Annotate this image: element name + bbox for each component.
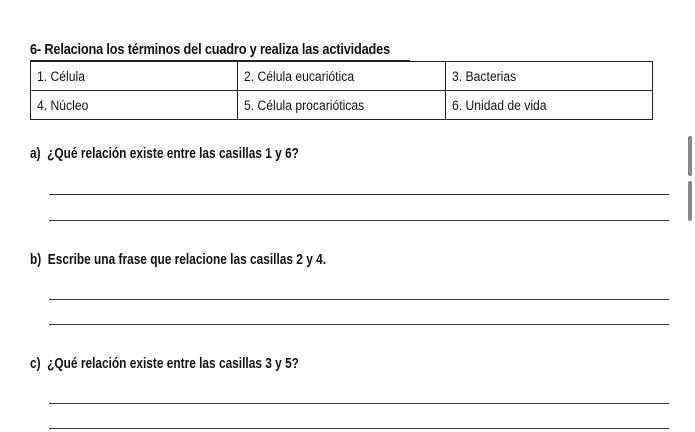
question-text: ¿Qué relación existe entre las casillas 3 y 5?	[47, 356, 299, 372]
side-mark	[688, 181, 692, 221]
question-letter: a)	[30, 146, 41, 162]
question-text: ¿Qué relación existe entre las casillas 1 y 6?	[47, 146, 299, 162]
table-cell: 4. Núcleo	[31, 91, 238, 120]
terms-table	[30, 61, 653, 120]
answer-line-c2[interactable]	[49, 428, 669, 429]
side-mark	[688, 136, 692, 176]
table-cell: 2. Célula eucariótica	[238, 62, 445, 91]
question-letter: c)	[30, 356, 41, 372]
table-cell: 3. Bacterias	[445, 62, 652, 91]
answer-line-a2[interactable]	[49, 220, 669, 221]
question-text: Escribe una frase que relacione las casillas 2 y 4.	[47, 252, 327, 268]
question-letter: b)	[30, 252, 42, 268]
table-cell: 1. Célula	[31, 62, 238, 91]
table-row	[31, 91, 653, 120]
table-cell: 5. Célula procarióticas	[238, 91, 445, 120]
question-c	[30, 356, 299, 372]
exercise-title: 6- Relaciona los términos del cuadro y realiza las actividades	[30, 42, 390, 58]
answer-line-b1[interactable]	[49, 299, 669, 300]
question-a	[30, 146, 299, 162]
answer-line-a1[interactable]	[49, 194, 669, 195]
answer-line-b2[interactable]	[49, 324, 669, 325]
table-row	[31, 62, 653, 91]
table-cell: 6. Unidad de vida	[445, 91, 652, 120]
answer-line-c1[interactable]	[49, 403, 669, 404]
question-b	[30, 252, 326, 268]
